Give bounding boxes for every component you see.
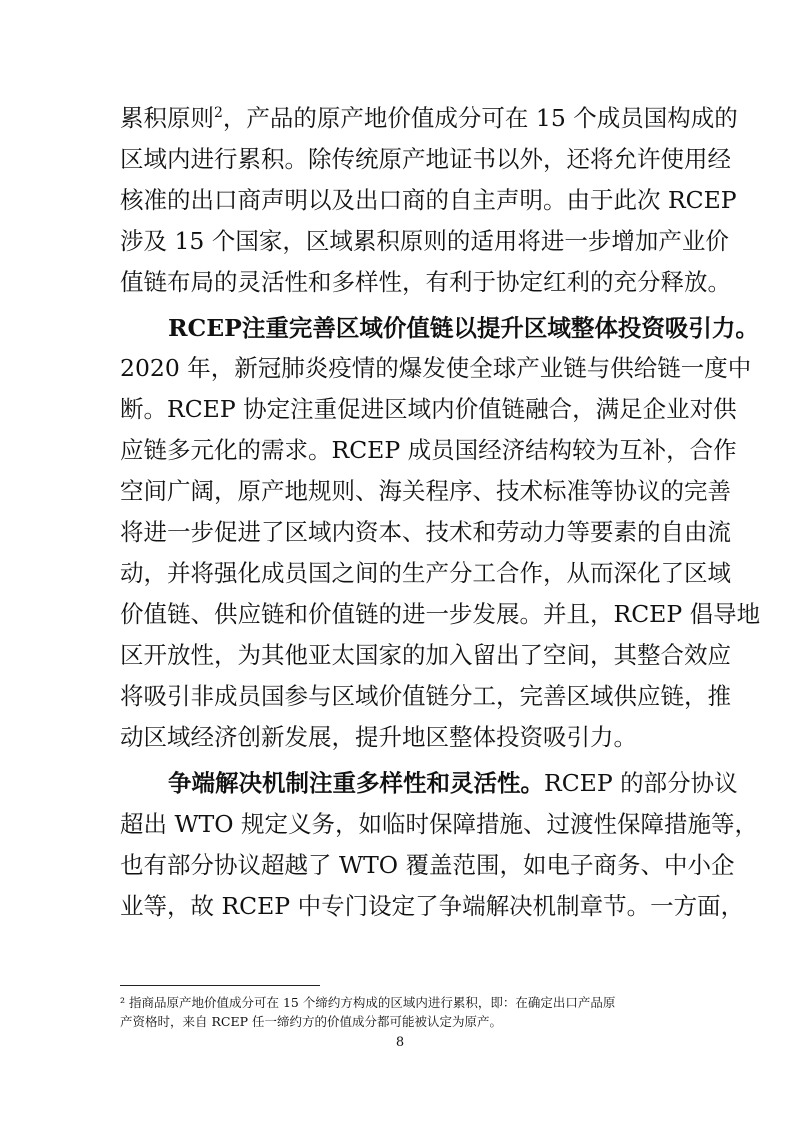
paragraph-2-line-3: 应链多元化的需求。RCEP 成员国经济结构较为互补，合作 — [120, 436, 737, 464]
paragraph-2-line-6: 动，并将强化成员国之间的生产分工合作，从而深化了区域 — [120, 559, 731, 587]
paragraph-1-line-1-rest: ，产品的原产地价值成分可在 15 个成员国构成的 — [222, 104, 738, 132]
paragraph-1-line-3: 核准的出口商声明以及出口商的自主声明。由于此次 RCEP — [120, 186, 737, 214]
paragraph-3-heading: 争端解决机制注重多样性和灵活性。 — [168, 769, 544, 797]
paragraph-1-line-1 — [120, 103, 738, 133]
page-number: 8 — [395, 1035, 405, 1050]
paragraph-3-line-2: 超出 WTO 规定义务，如临时保障措施、过渡性保障措施等， — [120, 810, 759, 838]
paragraph-2-line-2: 断。RCEP 协定注重促进区域内价值链融合，满足企业对供 — [120, 395, 737, 423]
paragraph-3-line-1-rest: RCEP 的部分协议 — [544, 769, 738, 797]
footnote-reference[interactable]: 2 — [214, 105, 223, 122]
footnote-line-1: ² 指商品原产地价值成分可在 15 个缔约方构成的区域内进行累积，即：在确定出口产品原 — [120, 995, 616, 1010]
paragraph-3-line-3: 也有部分协议超越了 WTO 覆盖范围，如电子商务、中小企 — [120, 851, 735, 879]
paragraph-2-line-7: 价值链、供应链和价值链的进一步发展。并且，RCEP 倡导地 — [120, 600, 761, 628]
paragraph-3-line-4: 业等，故 RCEP 中专门设定了争端解决机制章节。一方面， — [120, 892, 745, 920]
footnote-line-2: 产资格时，来自 RCEP 任一缔约方的价值成分都可能被认定为原产。 — [120, 1014, 502, 1029]
paragraph-3-line-1 — [168, 768, 738, 798]
paragraph-1-line-5: 值链布局的灵活性和多样性，有利于协定红利的充分释放。 — [120, 268, 731, 296]
paragraph-2-line-8: 区开放性，为其他亚太国家的加入留出了空间，其整合效应 — [120, 641, 731, 669]
paragraph-2-line-10: 动区域经济创新发展，提升地区整体投资吸引力。 — [120, 723, 637, 751]
paragraph-2-line-1: 2020 年，新冠肺炎疫情的爆发使全球产业链与供给链一度中 — [120, 354, 752, 382]
paragraph-2-line-9: 将吸引非成员国参与区域价值链分工，完善区域供应链，推 — [120, 682, 731, 710]
paragraph-2-line-4: 空间广阔，原产地规则、海关程序、技术标准等协议的完善 — [120, 477, 731, 505]
paragraph-2-line-5: 将进一步促进了区域内资本、技术和劳动力等要素的自由流 — [120, 518, 731, 546]
paragraph-1-line-2: 区域内进行累积。除传统原产地证书以外，还将允许使用经 — [120, 145, 731, 173]
paragraph-1-line-4: 涉及 15 个国家，区域累积原则的适用将进一步增加产业价 — [120, 227, 729, 255]
paragraph-1-line-1-start: 累积原则 — [120, 104, 214, 132]
paragraph-2-heading: RCEP注重完善区域价值链以提升区域整体投资吸引力。 — [168, 314, 759, 342]
footnote-separator — [120, 985, 320, 986]
